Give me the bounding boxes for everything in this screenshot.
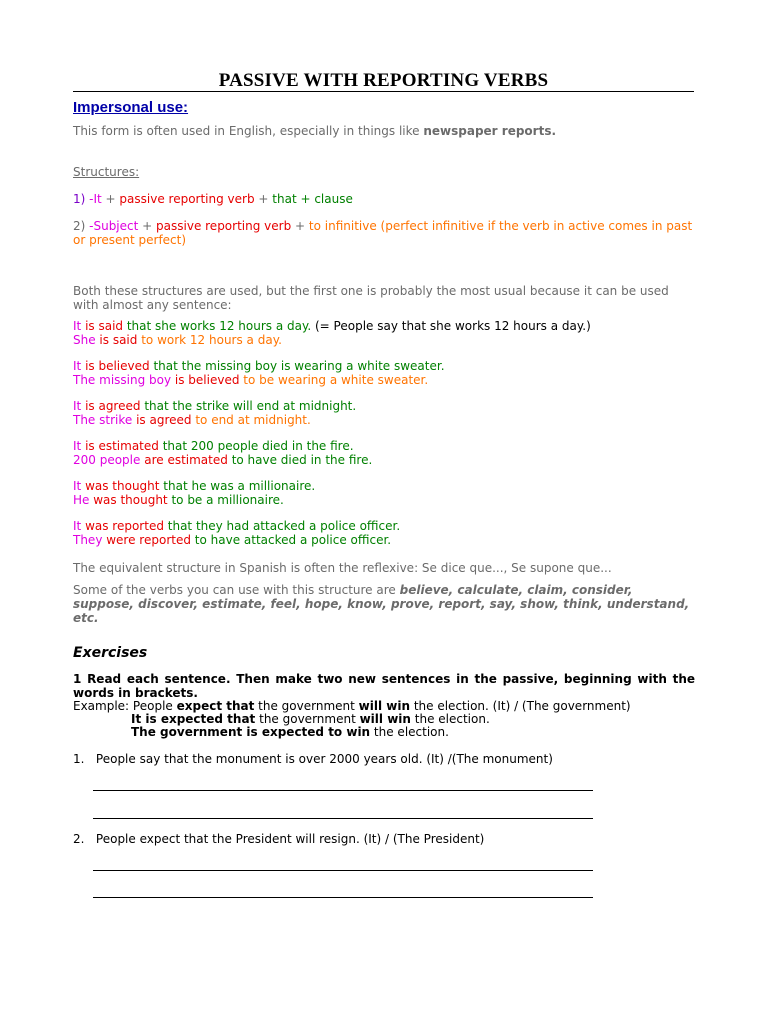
example-2-it [73,359,695,373]
structure-2-verb: passive reporting verb [156,219,292,233]
ex-subject: The strike [73,413,133,427]
example-5-it [73,479,695,493]
intro-text-a: This form is often used in English, especially in things like [73,124,424,138]
example-line-2 [131,712,695,726]
ex-verb: was thought [85,479,160,493]
both-structures-text: Both these structures are used, but the first one is probably the most usual because it can be used with almost any sentence: [73,284,669,312]
structure-1-num: 1) [73,192,86,206]
ex-verb: is believed [171,373,240,387]
ex-note: (= People say that she works 12 hours a day.) [311,319,591,333]
ex-clause: that she works 12 hours a day. [123,319,312,333]
example-1 [73,319,695,347]
example-2-subject [73,373,695,387]
ex-clause: that the missing boy is wearing a white sweater. [149,359,445,373]
example-6-it [73,519,695,533]
verbs-intro: Some of the verbs you can use with this structure are [73,583,400,597]
page-title: PASSIVE WITH REPORTING VERBS [218,70,549,91]
ex-bold: will win [358,699,411,713]
ex-infinitive: to have died in the fire. [227,453,373,467]
exercises-heading: Exercises [73,645,148,661]
example-4-subject [73,453,695,467]
ex-infinitive: to have attacked a police officer. [190,533,392,547]
example-label: Example: [73,699,133,713]
intro-text-b: newspaper reports. [423,124,557,138]
ex-verb: is said [95,333,138,347]
ex-subject: The missing boy [73,373,172,387]
example-line-1 [73,699,695,713]
ex-subject: He [73,493,90,507]
example-4 [73,439,695,467]
ex-subject: They [73,533,103,547]
ex-clause: that they had attacked a police officer. [163,519,401,533]
exercise-item-2-num: 2. [73,832,85,846]
exercise-item-1-text: People say that the monument is over 2000 years old. (It) /(The monument) [95,752,553,766]
ex-infinitive: to end at midnight. [191,413,311,427]
ex-verb: was thought [89,493,168,507]
plus-sign: + [101,192,120,206]
example-5 [73,479,695,507]
ex-verb: is agreed [132,413,192,427]
example-3 [73,399,695,427]
exercise-item-2 [73,832,695,846]
exercise-item-1 [73,752,695,766]
example-line-3 [131,725,695,739]
example-3-it [73,399,695,413]
spanish-note: The equivalent structure in Spanish is often the reflexive: Se dice que..., Se supone que... [73,561,612,575]
ex-infinitive: to be wearing a white sweater. [239,373,429,387]
ex-verb: were reported [102,533,191,547]
structure-2 [73,219,695,247]
ex-it: It [73,519,86,533]
ex-clause: that he was a millionaire. [159,479,316,493]
ex-text: the election. [410,712,490,726]
example-5-subject [73,493,695,507]
answer-line[interactable] [93,870,593,871]
plus-sign: + [254,192,273,206]
structure-1-rest: that + clause [272,192,353,206]
answer-line[interactable] [93,897,593,898]
ex-subject: She [73,333,96,347]
exercise-item-1-num: 1. [73,752,85,766]
impersonal-use-heading: Impersonal use: [73,99,189,116]
ex-it: It [73,359,86,373]
plus-sign: + [138,219,157,233]
ex-verb: is said [85,319,124,333]
ex-clause: that the strike will end at midnight. [140,399,357,413]
verbs-list: believe, calculate, claim, consider, suppose, discover, estimate, feel, hope, know, prove, report, say, show, think, understand, etc. [73,583,690,625]
example-4-it [73,439,695,453]
title-rule [73,91,694,92]
example-6-subject [73,533,695,547]
ex-verb: is believed [85,359,150,373]
example-6 [73,519,695,547]
plus-sign: + [291,219,309,233]
ex-it: It [73,399,86,413]
example-1-subject [73,333,695,347]
ex-verb: is agreed [85,399,141,413]
structure-1-verb: passive reporting verb [119,192,255,206]
structure-1 [73,192,695,206]
ex-bold: It is expected that [131,712,256,726]
structures-heading: Structures: [73,165,140,179]
ex-text: the election. (It) / (The government) [410,699,631,713]
ex-it: It [73,439,86,453]
example-3-subject [73,413,695,427]
structure-1-it: -It [89,192,102,206]
structure-2-rest: to infinitive (perfect infinitive if the verb in active comes in past or present perfect) [73,219,693,247]
ex-clause: that 200 people died in the fire. [158,439,354,453]
structure-2-subject: -Subject [89,219,139,233]
example-1-it [73,319,695,333]
ex-text: the election. [370,725,449,739]
ex-bold: The government is expected to win [131,725,371,739]
ex-bold: will win [359,712,411,726]
answer-line[interactable] [93,790,593,791]
ex-text: the government [255,712,360,726]
example-2 [73,359,695,387]
ex-infinitive: to work 12 hours a day. [137,333,282,347]
exercise-instruction: 1 Read each sentence. Then make two new sentences in the passive, beginning with the words in brackets. [73,672,695,700]
ex-it: It [73,479,86,493]
answer-line[interactable] [93,818,593,819]
verbs-text [73,583,695,625]
ex-verb: is estimated [85,439,159,453]
exercise-item-2-text: People expect that the President will resign. (It) / (The President) [95,832,485,846]
ex-text: People [132,699,177,713]
ex-text: the government [254,699,359,713]
ex-verb: are estimated [140,453,228,467]
intro-text [73,124,695,138]
structure-2-num: 2) [73,219,90,233]
ex-subject: 200 people [73,453,141,467]
ex-bold: expect that [176,699,255,713]
ex-verb: was reported [85,519,164,533]
ex-infinitive: to be a millionaire. [167,493,284,507]
ex-it: It [73,319,86,333]
